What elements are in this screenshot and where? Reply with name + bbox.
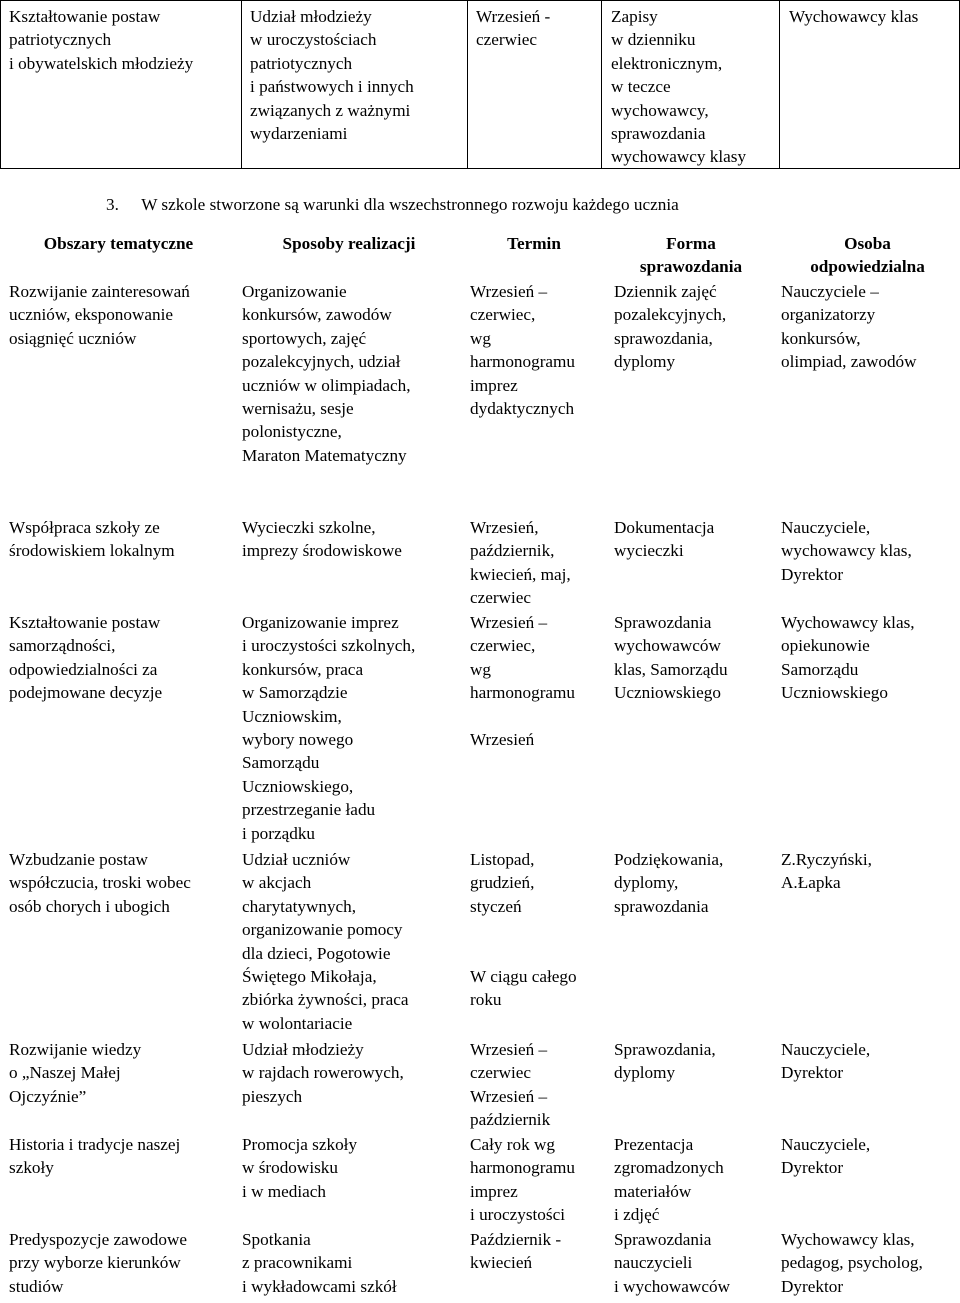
top-cell-methods: Udział młodzieży w uroczystościach patriotycznych i państwowych i innych związanych z ważnymi wydarzeniami (250, 7, 414, 144)
row-methods: Promocja szkoły w środowisku i w mediach (242, 1135, 358, 1201)
header-methods: Sposoby realizacji (282, 234, 416, 253)
row-person: Nauczyciele, Dyrektor (781, 1040, 871, 1083)
table-border (0, 0, 960, 1)
row-report: Prezentacja zgromadzonych materiałów i zdjęć (614, 1135, 724, 1225)
row-person: Z.Ryczyński, A.Łapka (781, 850, 872, 893)
row-methods: Udział uczniów w akcjach charytatywnych, organizowanie pomocy dla dzieci, Pogotowie Świętego Mikołaja, zbiórka żywności, praca w wolontariacie (242, 850, 409, 1033)
header-areas: Obszary tematyczne (43, 234, 194, 253)
row-area: Predyspozycje zawodowe przy wyborze kierunków studiów (9, 1230, 188, 1296)
section-title: W szkole stworzone są warunki dla wszechstronnego rozwoju każdego ucznia (141, 195, 679, 214)
row-person: Nauczyciele – organizatorzy konkursów, olimpiad, zawodów (781, 282, 917, 372)
row-report: Sprawozdania nauczycieli i wychowawców (614, 1230, 730, 1296)
row-term: Wrzesień – czerwiec, wg harmonogramu Wrzesień (470, 613, 576, 750)
row-report: Podziękowania, dyplomy, sprawozdania (614, 850, 724, 916)
section-number: 3. (106, 195, 119, 214)
row-methods: Organizowanie imprez i uroczystości szkolnych, konkursów, praca w Samorządzie Uczniowskim, wybory nowego Samorządu Uczniowskiego, przestrzeganie ładu i porządku (242, 613, 416, 843)
row-term: Wrzesień – czerwiec Wrzesień – październik (470, 1040, 551, 1130)
row-person: Nauczyciele, wychowawcy klas, Dyrektor (781, 518, 912, 584)
row-term: Listopad, grudzień, styczeń W ciągu całego roku (470, 850, 577, 1010)
table-border (0, 0, 1, 169)
header-person: Osoba odpowiedzialna (810, 234, 925, 277)
row-report: Sprawozdania, dyplomy (614, 1040, 716, 1083)
header-term: Termin (507, 234, 561, 253)
row-methods: Udział młodzieży w rajdach rowerowych, pieszych (242, 1040, 404, 1106)
row-area: Rozwijanie zainteresowań uczniów, eksponowanie osiągnięć uczniów (9, 282, 190, 348)
row-report: Dziennik zajęć pozalekcyjnych, sprawozdania, dyplomy (614, 282, 727, 372)
top-cell-area: Kształtowanie postaw patriotycznych i obywatelskich młodzieży (9, 7, 194, 73)
row-methods: Wycieczki szkolne, imprezy środowiskowe (242, 518, 402, 561)
table-border (601, 0, 602, 169)
row-area: Rozwijanie wiedzy o „Naszej Małej Ojczyźnie” (9, 1040, 142, 1106)
row-term: Październik - kwiecień (470, 1230, 562, 1273)
row-person: Wychowawcy klas, pedagog, psycholog, Dyrektor (781, 1230, 923, 1296)
row-area: Kształtowanie postaw samorządności, odpowiedzialności za podejmowane decyzje (9, 613, 163, 703)
top-cell-report: Zapisy w dzienniku elektronicznym, w teczce wychowawcy, sprawozdania wychowawcy klasy (611, 7, 747, 167)
row-report: Dokumentacja wycieczki (614, 518, 715, 561)
row-area: Historia i tradycje naszej szkoły (9, 1135, 181, 1178)
table-border (779, 0, 780, 169)
section-heading (106, 193, 679, 216)
row-methods: Spotkania z pracownikami i wykładowcami szkół (242, 1230, 397, 1296)
row-term: Cały rok wg harmonogramu imprez i uroczystości (470, 1135, 576, 1225)
row-person: Nauczyciele, Dyrektor (781, 1135, 871, 1178)
top-cell-term: Wrzesień - czerwiec (476, 7, 551, 50)
table-border (467, 0, 468, 169)
row-area: Współpraca szkoły ze środowiskiem lokalnym (9, 518, 175, 561)
row-person: Wychowawcy klas, opiekunowie Samorządu Uczniowskiego (781, 613, 915, 703)
top-cell-person: Wychowawcy klas (789, 7, 919, 26)
row-methods: Organizowanie konkursów, zawodów sportowych, zajęć pozalekcyjnych, udział uczniów w olimpiadach, wernisażu, sesje polonistyczne, Maraton Matematyczny (242, 282, 411, 465)
row-term: Wrzesień, październik, kwiecień, maj, czerwiec (470, 518, 571, 608)
table-border (0, 168, 960, 169)
header-report: Forma sprawozdania (639, 234, 743, 277)
row-area: Wzbudzanie postaw współczucia, troski wobec osób chorych i ubogich (9, 850, 191, 916)
row-term: Wrzesień – czerwiec, wg harmonogramu imprez dydaktycznych (470, 282, 576, 419)
row-report: Sprawozdania wychowawców klas, Samorządu Uczniowskiego (614, 613, 728, 703)
table-border (241, 0, 242, 169)
